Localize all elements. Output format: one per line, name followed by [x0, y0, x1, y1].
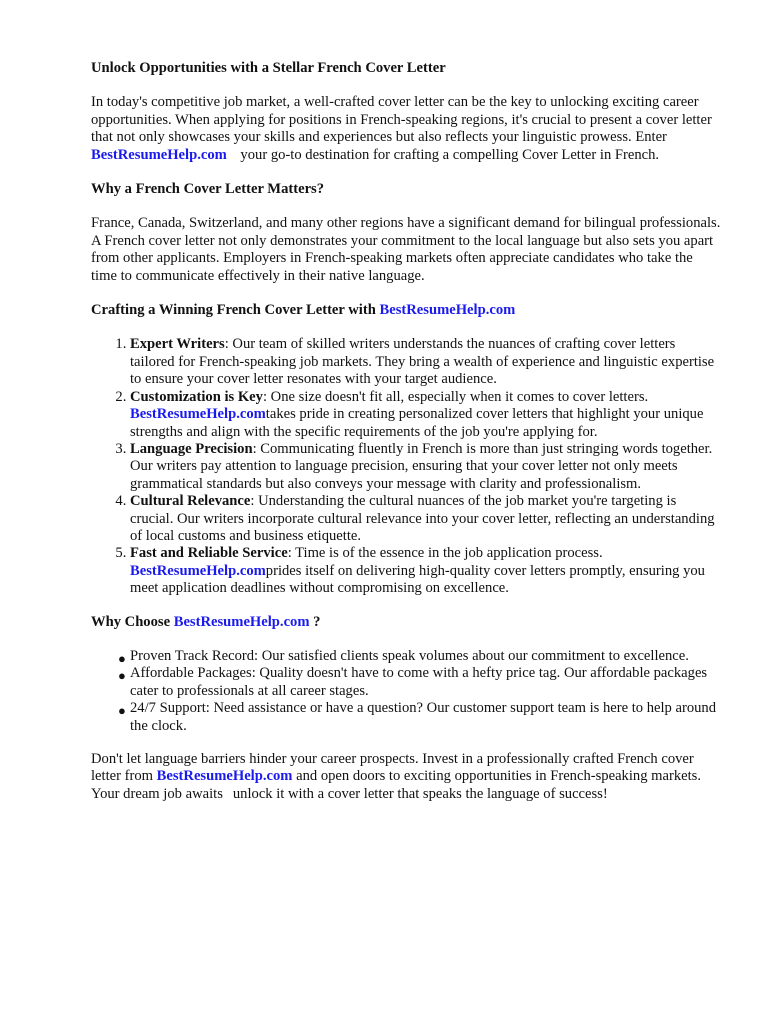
brand-link[interactable]: BestResumeHelp.com	[173, 613, 310, 630]
crafting-list	[91, 336, 721, 597]
list-item	[130, 493, 721, 545]
heading-crafting-text: Crafting a Winning French Cover Letter with	[91, 302, 376, 319]
heading-why-choose-suffix: ?	[309, 613, 321, 630]
bullet-text: Proven Track Record: Our satisfied clients speak volumes about our commitment to excellence.	[130, 647, 689, 664]
brand-link[interactable]: BestResumeHelp.com	[130, 406, 266, 423]
heading-crafting	[91, 302, 721, 319]
bullet-icon: ●	[118, 650, 126, 666]
bullet-text: Affordable Packages: Quality doesn't have to come with a hefty price tag. Our affordable packages cater to professionals at all career stages.	[130, 665, 708, 699]
heading-why-choose-prefix: Why Choose	[91, 613, 174, 630]
heading-why-choose	[91, 614, 721, 631]
bullet-icon: ●	[118, 703, 126, 719]
list-item-term: Language Precision	[130, 440, 253, 457]
list-item-text: : Time is of the essence in the job application process.	[287, 545, 603, 562]
list-item-term: Expert Writers	[130, 336, 225, 353]
list-item-text: : One size doesn't fit all, especially when it comes to cover letters.	[262, 388, 649, 405]
bullet-text: 24/7 Support: Need assistance or have a question? Our customer support team is here to help around the clock.	[130, 700, 717, 734]
list-item	[130, 336, 721, 388]
document-page	[91, 60, 721, 820]
brand-link[interactable]: BestResumeHelp.com	[156, 768, 293, 785]
list-item-text-after-link: prides itself on delivering high-quality cover letters promptly, ensuring you meet application deadlines without compromising on excellence.	[130, 562, 705, 597]
brand-link[interactable]: BestResumeHelp.com	[91, 146, 227, 163]
document-title: Unlock Opportunities with a Stellar French Cover Letter	[91, 60, 446, 76]
list-item-term: Cultural Relevance	[130, 493, 251, 510]
list-item	[118, 665, 721, 700]
list-item-text: : Our team of skilled writers understands the nuances of crafting cover letters tailored for French-speaking job markets. They bring a wealth of experience and linguistic expertise to ensure your cover letter resonates with your target audience.	[130, 336, 715, 388]
list-item-text-after-link: takes pride in creating personalized cover letters that highlight your unique strengths and align with the specific requirements of the job you're applying for.	[130, 406, 704, 440]
closing-text-1: Don't let language barriers hinder your career prospects. Invest in a professionally crafted French cover letter from	[91, 751, 694, 785]
list-item-text: : Communicating fluently in French is more than just stringing words together. Our writers pay attention to language precision, ensuring that your cover letter not only meets grammatical standards but also conveys your message with clarity and professionalism.	[130, 440, 713, 492]
heading-why-french: Why a French Cover Letter Matters?	[91, 181, 325, 198]
list-item	[130, 545, 721, 597]
brand-link[interactable]: BestResumeHelp.com	[130, 562, 266, 579]
benefits-list	[91, 648, 721, 735]
list-item-text: : Understanding the cultural nuances of the job market you're targeting is crucial. Our writers incorporate cultural relevance into your cover letter, reflecting an understanding of local customs and business etiquette.	[130, 493, 715, 544]
closing-text-3: unlock it with a cover letter that speaks the language of success!	[232, 785, 608, 802]
bullet-icon: ●	[118, 668, 126, 684]
intro-paragraph	[91, 94, 721, 164]
why-paragraph: France, Canada, Switzerland, and many other regions have a significant demand for bilingual professionals. A French cover letter not only demonstrates your commitment to the local language but also sets you apart from other applicants. Employers in French-speaking markets often appreciate candidates who take the time to communicate effectively in their native language.	[91, 215, 721, 284]
closing-text-2: and open doors to exciting opportunities in French-speaking markets. Your dream job awaits	[91, 768, 701, 802]
intro-text-2: your go-to destination for crafting a compelling Cover Letter in French.	[236, 146, 660, 163]
list-item	[130, 441, 721, 493]
closing-paragraph	[91, 751, 721, 803]
list-item	[118, 647, 721, 666]
list-item	[130, 389, 721, 441]
list-item	[118, 700, 721, 735]
intro-text-1: In today's competitive job market, a well-crafted cover letter can be the key to unlocking exciting career opportunities. When applying for positions in French-speaking regions, it's crucial to present a cover letter that not only showcases your skills and experiences but also reflects your linguistic prowess. Enter	[91, 94, 712, 146]
brand-link[interactable]: BestResumeHelp.com	[379, 302, 516, 319]
list-item-term: Customization is Key	[130, 388, 263, 405]
list-item-term: Fast and Reliable Service	[130, 545, 288, 562]
